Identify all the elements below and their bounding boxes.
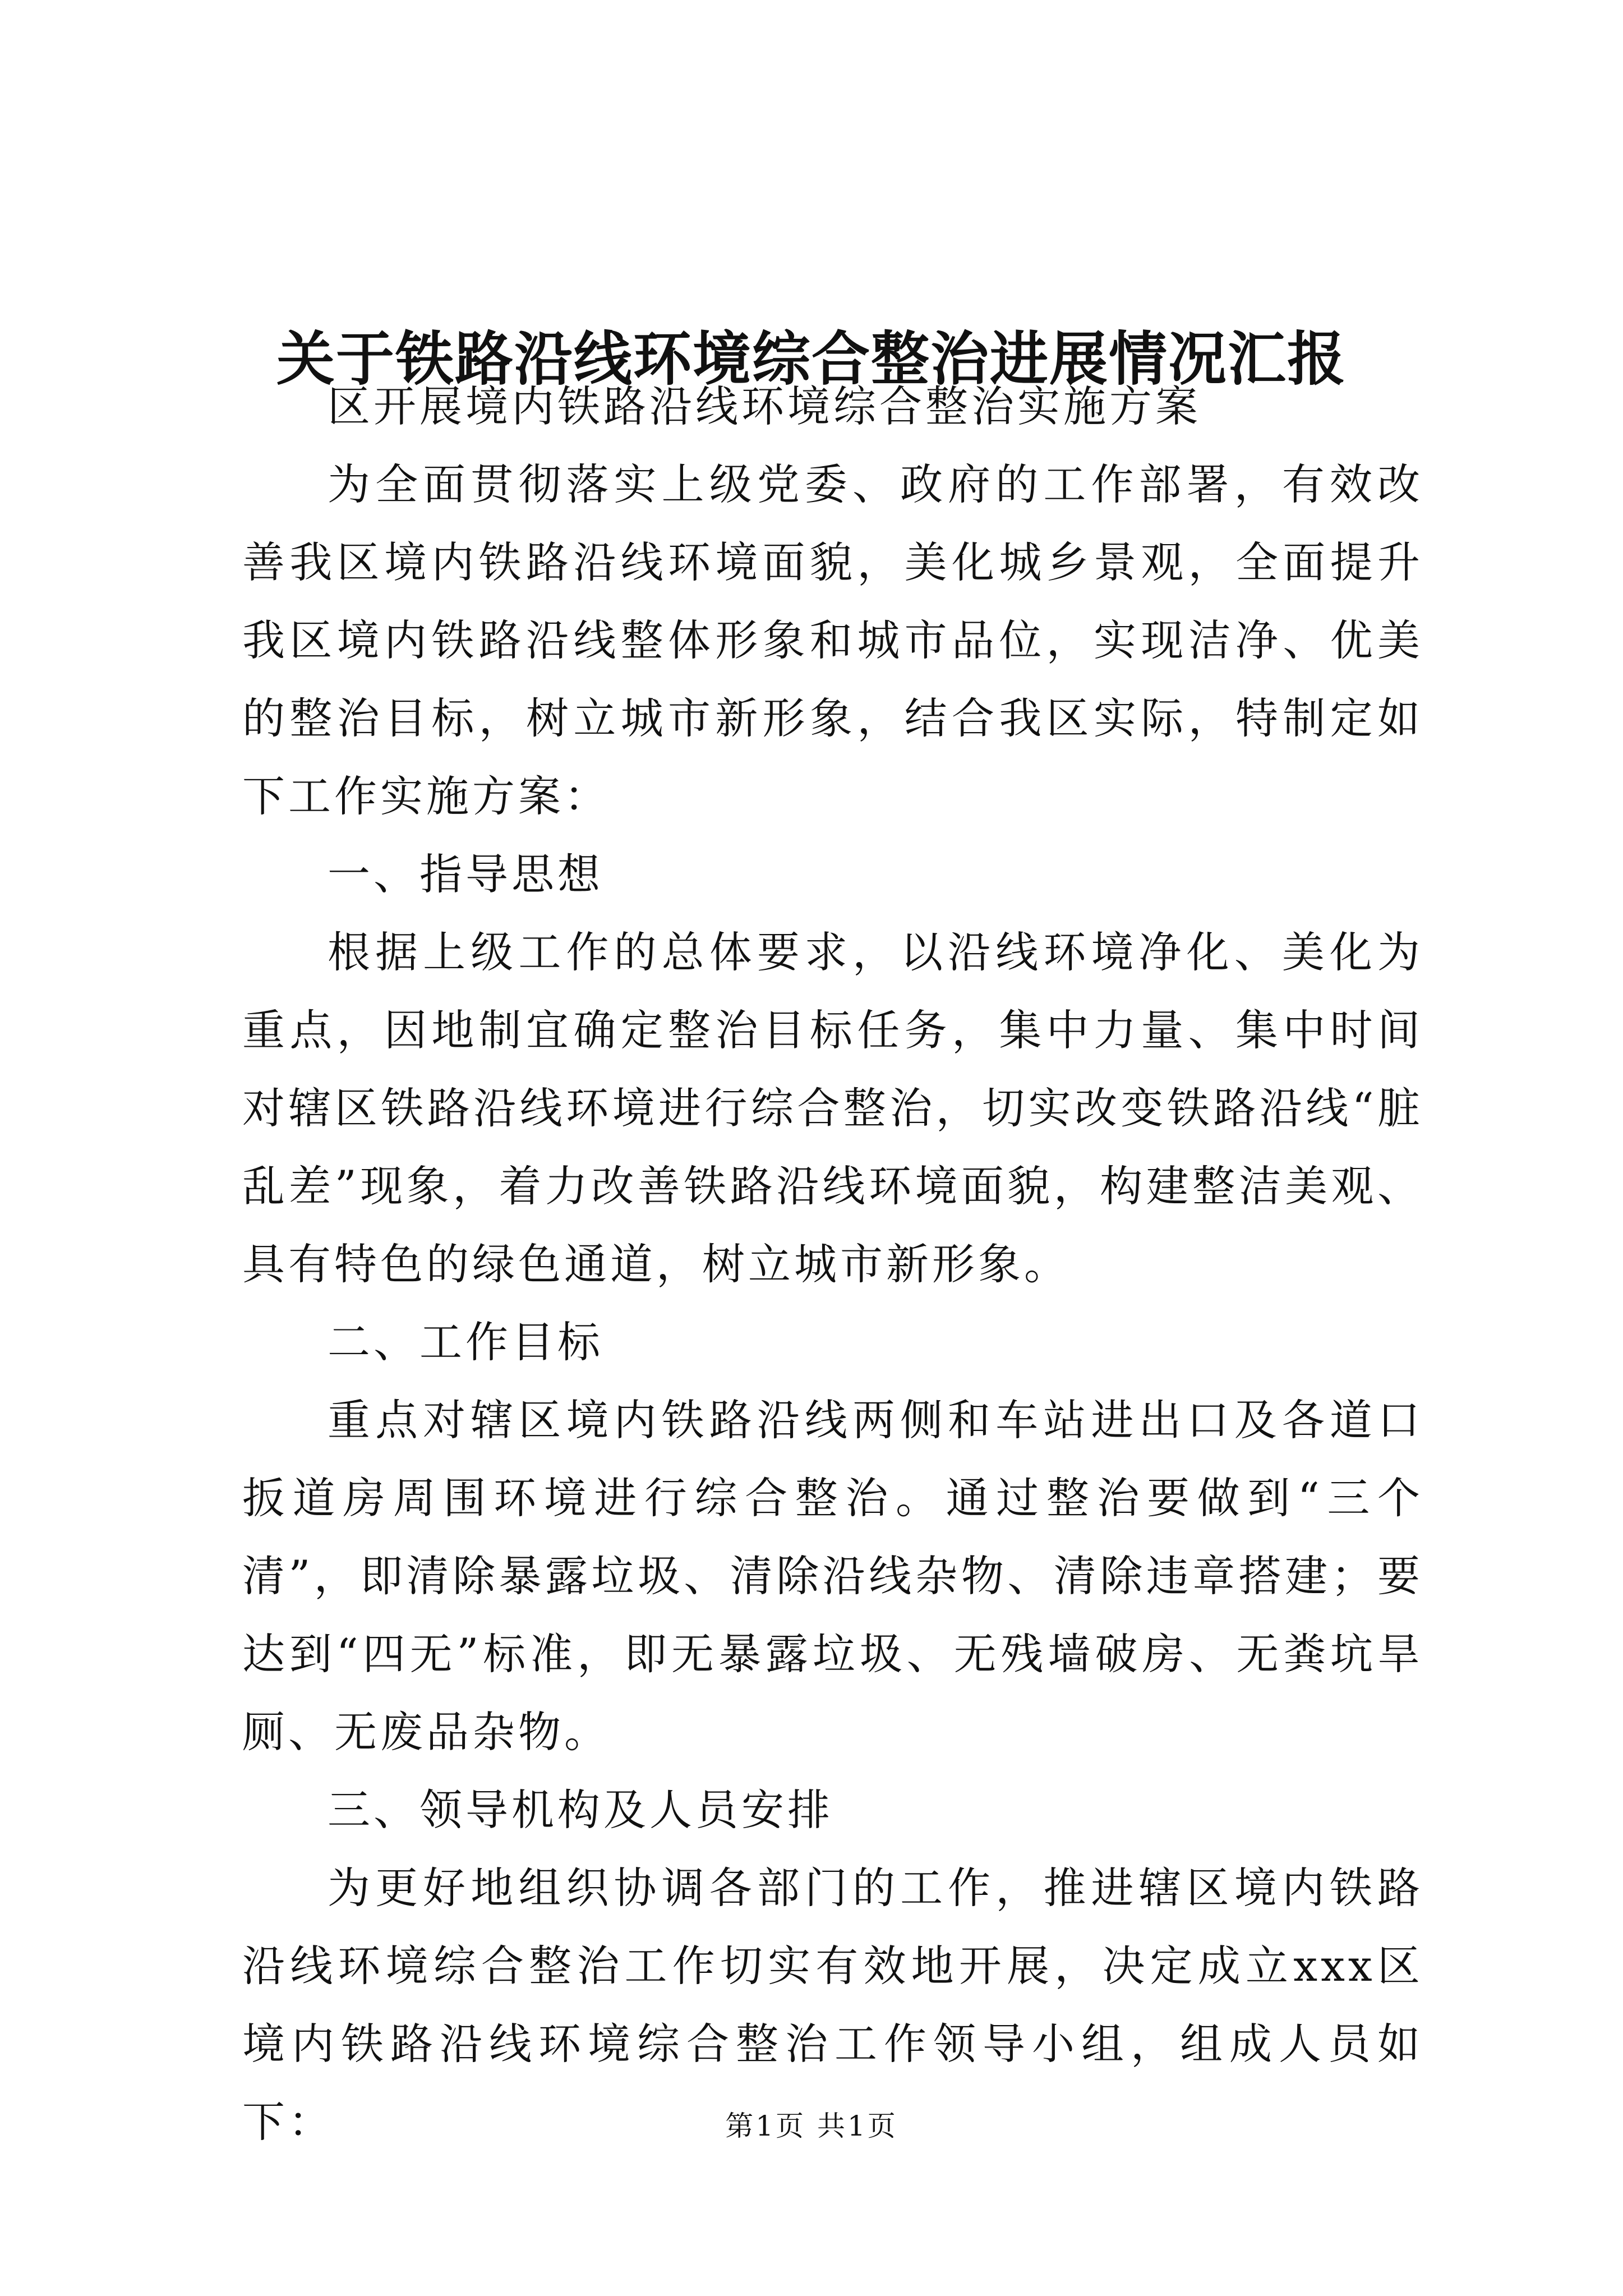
document-title: 关于铁路沿线环境综合整治进展情况汇报 bbox=[276, 324, 1347, 393]
paragraph-work-goals: 重点对辖区境内铁路沿线两侧和车站进出口及各道口扳道房周围环境进行综合整治。通过整治要做到“三个清”，即清除暴露垃圾、清除沿线杂物、清除违章搭建；要达到“四无”标准，即无暴露垃圾、无残墙破房、无粪坑旱厕、无废品杂物。 bbox=[242, 1395, 1423, 1757]
heading-guiding-thought: 一、指导思想 bbox=[328, 849, 603, 899]
heading-work-goals: 二、工作目标 bbox=[328, 1317, 603, 1367]
paragraph-leadership: 为更好地组织协调各部门的工作，推进辖区境内铁路沿线环境综合整治工作切实有效地开展，决定成立xxx区境内铁路沿线环境综合整治工作领导小组，组成人员如下： bbox=[242, 1863, 1423, 2147]
paragraph-intro: 为全面贯彻落实上级党委、政府的工作部署，有效改善我区境内铁路沿线环境面貌，美化城乡景观，全面提升我区境内铁路沿线整体形象和城市品位，实现洁净、优美的整治目标，树立城市新形象，结合我区实际，特制定如下工作实施方案： bbox=[242, 459, 1423, 821]
paragraph-guiding-thought: 根据上级工作的总体要求，以沿线环境净化、美化为重点，因地制宜确定整治目标任务，集中力量、集中时间对辖区铁路沿线环境进行综合整治，切实改变铁路沿线“脏乱差”现象，着力改善铁路沿线环境面貌，构建整洁美观、具有特色的绿色通道，树立城市新形象。 bbox=[242, 927, 1423, 1289]
heading-leadership: 三、领导机构及人员安排 bbox=[328, 1785, 833, 1835]
paragraph-plan-title: 区开展境内铁路沿线环境综合整治实施方案 bbox=[328, 381, 1201, 431]
document-body bbox=[242, 367, 1423, 2161]
page-footer: 第1页 共1页 bbox=[725, 2110, 898, 2142]
